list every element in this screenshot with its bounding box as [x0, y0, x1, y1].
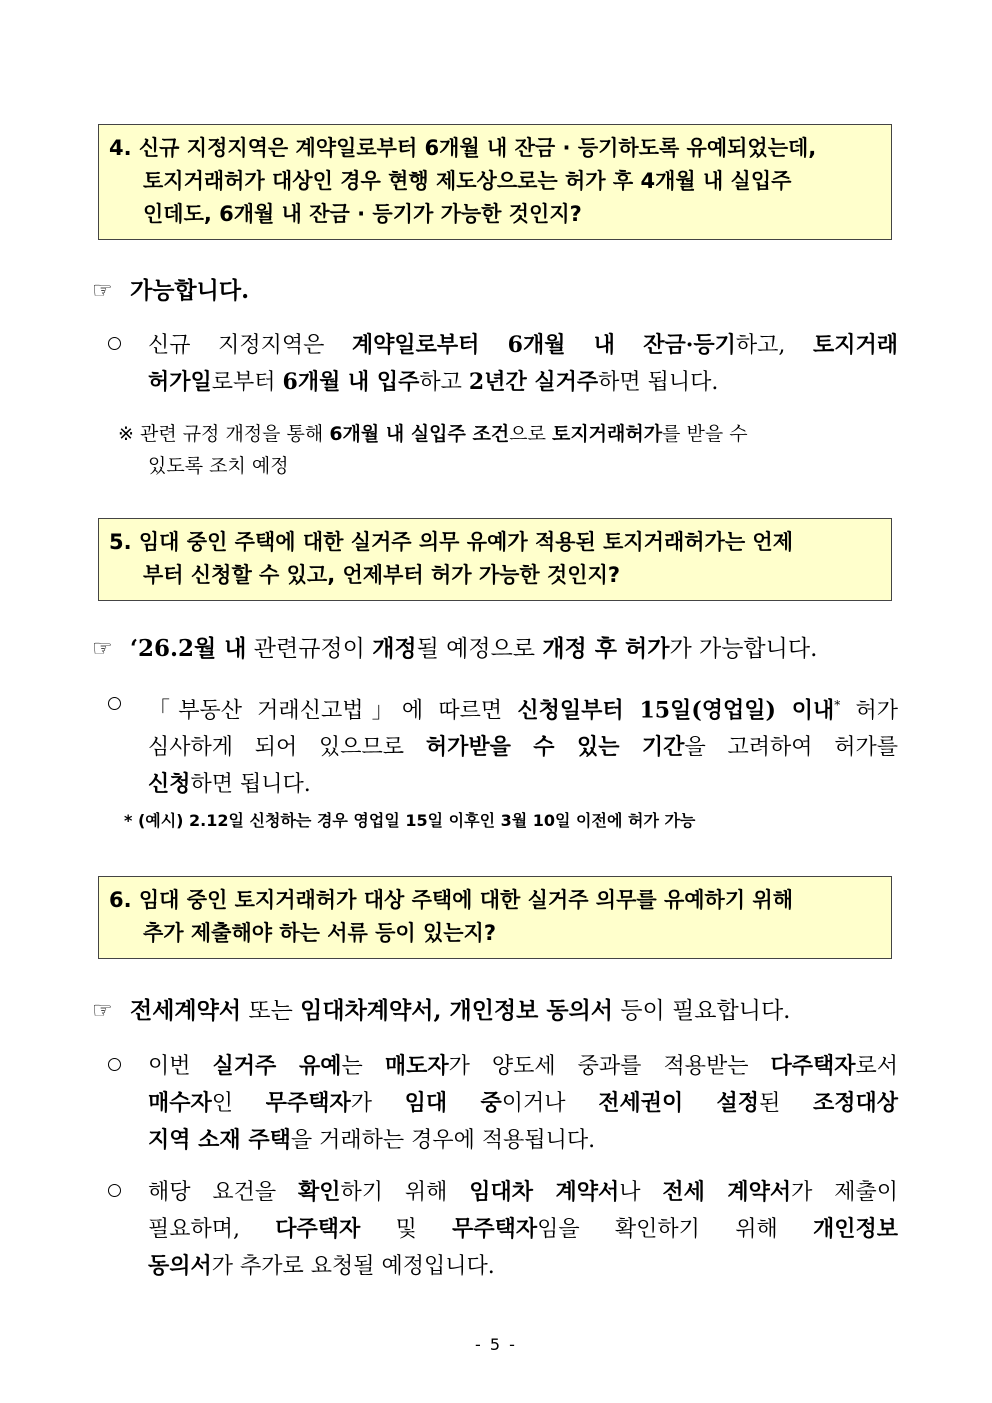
bullet-item: [108, 327, 898, 401]
body-text: 등이 필요합니다.: [613, 998, 791, 1024]
emphasis-text: 전세 계약서: [662, 1179, 792, 1205]
bullet-line: [108, 1248, 898, 1285]
body-text: 가 양도세 중과를 적용받는: [448, 1054, 771, 1079]
reference-note: [118, 418, 898, 482]
emphasis-text: 신청일부터 15일(영업일) 이내: [517, 697, 835, 724]
emphasis-text: 개정: [372, 635, 417, 662]
bullet-line: [108, 1122, 898, 1159]
emphasis-text: 개인정보: [812, 1216, 898, 1242]
emphasis-text: 6개월 내 실입주 조건: [329, 423, 510, 445]
body-text: 하고: [419, 370, 469, 395]
body-text: 이거나: [501, 1091, 599, 1116]
body-text: 또는: [241, 998, 301, 1024]
bullet-circle-icon: [108, 1184, 121, 1197]
emphasis-text: 실거주 유예: [212, 1053, 342, 1079]
body-text: 를 받을 수: [662, 423, 748, 445]
emphasis-text: 임대차 계약서: [469, 1179, 620, 1205]
bullet-line: [108, 687, 898, 729]
emphasis-text: 계약일로부터 6개월 내 잔금·등기: [351, 332, 736, 358]
note-line: [118, 418, 898, 450]
body-text: 관련규정이: [246, 636, 373, 662]
bullet-line: [108, 1211, 898, 1248]
body-text: 가: [350, 1091, 405, 1116]
note-line: 있도록 조치 예정: [148, 455, 289, 477]
body-text: *: [834, 698, 841, 712]
bullet-item: [108, 687, 898, 803]
emphasis-text: 허가받을 수 있는 기간: [425, 734, 685, 761]
body-text: 을 고려하여 허가를: [684, 735, 898, 761]
question-box-4: [98, 124, 892, 240]
body-text: 신규 지정지역은: [148, 333, 352, 358]
body-text: 허가: [840, 698, 898, 724]
emphasis-text: 전세권이 설정: [598, 1090, 760, 1116]
bullet-line: [108, 1085, 898, 1122]
question-line: 부터 신청할 수 있고, 언제부터 허가 가능한 것인지?: [143, 563, 621, 587]
emphasis-text: 매수자: [148, 1090, 212, 1116]
bullet-line: [108, 729, 898, 766]
emphasis-text: 개정 후 허가: [542, 635, 670, 662]
question-line: 추가 제출해야 하는 서류 등이 있는지?: [143, 921, 497, 945]
question-box-5: [98, 518, 892, 601]
emphasis-text: 2년간 실거주: [468, 369, 599, 395]
emphasis-text: 다주택자: [275, 1216, 361, 1242]
body-text: 하면 됩니다.: [598, 370, 719, 395]
emphasis-text: 임대차계약서, 개인정보 동의서: [300, 997, 614, 1024]
body-text: 로서: [855, 1054, 899, 1079]
body-text: 로부터: [211, 370, 283, 395]
body-text: 이번: [148, 1054, 213, 1079]
body-text: 하고,: [735, 333, 813, 358]
bullet-circle-icon: [108, 697, 121, 710]
body-text: 「부동산 거래신고법」에 따르면: [148, 698, 518, 724]
emphasis-text: 토지거래: [812, 332, 898, 358]
body-text: 하면 됩니다.: [190, 772, 311, 798]
page-number: - 5 -: [475, 1335, 517, 1354]
bullet-item: [108, 1174, 898, 1285]
emphasis-text: 다주택자: [770, 1053, 856, 1079]
body-text: 을 거래하는 경우에 적용됩니다.: [290, 1128, 596, 1153]
question-line: 5. 임대 중인 주택에 대한 실거주 의무 유예가 적용된 토지거래허가는 언제: [109, 530, 793, 554]
pointing-hand-icon: ☞: [92, 636, 113, 662]
body-text: 심사하게 되어 있으므로: [148, 735, 426, 761]
bullet-item: [108, 1048, 898, 1159]
emphasis-text: 6개월 내 입주: [282, 369, 420, 395]
emphasis-text: 신청: [148, 771, 191, 798]
body-text: 는: [341, 1054, 385, 1079]
emphasis-text: 매도자: [384, 1053, 449, 1079]
question-line: 토지거래허가 대상인 경우 현행 제도상으로는 허가 후 4개월 내 실입주: [143, 169, 792, 193]
body-text: 인: [211, 1091, 266, 1116]
bullet-line: [108, 1048, 898, 1085]
emphasis-text: 확인: [297, 1179, 341, 1205]
bullet-circle-icon: [108, 337, 121, 350]
body-text: 된: [759, 1091, 813, 1116]
body-text: ※ 관련 규정 개정을 통해: [118, 423, 330, 445]
body-text: 가 제출이: [791, 1180, 898, 1205]
emphasis-text: ‘26.2월 내: [130, 635, 247, 662]
emphasis-text: 전세계약서: [130, 997, 242, 1024]
emphasis-text: 동의서: [148, 1253, 212, 1279]
body-text: 임을 확인하기 위해: [537, 1217, 813, 1242]
answer-text: 가능합니다.: [130, 277, 250, 304]
emphasis-text: 조정대상: [813, 1090, 899, 1116]
body-text: 가 추가로 요청될 예정입니다.: [211, 1254, 495, 1279]
emphasis-text: 무주택자: [452, 1216, 538, 1242]
question-line: 인데도, 6개월 내 잔금 · 등기가 가능한 것인지?: [143, 202, 582, 226]
body-text: 해당 요건을: [148, 1180, 298, 1205]
pointing-hand-icon: ☞: [92, 998, 113, 1024]
body-text: 나: [619, 1180, 663, 1205]
answer-4: [92, 276, 249, 306]
body-text: 으로: [509, 423, 552, 445]
footnote-example: * (예시) 2.12일 신청하는 경우 영업일 15일 이후인 3월 10일 이전에 허가 가능: [124, 811, 696, 830]
emphasis-text: 지역 소재 주택: [148, 1127, 291, 1153]
body-text: 및: [360, 1217, 453, 1242]
answer-5: [92, 634, 817, 664]
bullet-line: [108, 766, 898, 803]
bullet-circle-icon: [108, 1058, 121, 1071]
emphasis-text: 임대 중: [404, 1090, 502, 1116]
body-text: 될 예정으로: [416, 636, 543, 662]
pointing-hand-icon: ☞: [92, 278, 113, 304]
question-line: 6. 임대 중인 토지거래허가 대상 주택에 대한 실거주 의무를 유예하기 위해: [109, 888, 793, 912]
bullet-line: [108, 1174, 898, 1211]
body-text: 필요하며,: [148, 1217, 276, 1242]
emphasis-text: 무주택자: [265, 1090, 351, 1116]
bullet-line: [108, 327, 898, 364]
answer-6: [92, 996, 790, 1026]
emphasis-text: 허가일: [148, 369, 212, 395]
body-text: 가 가능합니다.: [669, 636, 818, 662]
question-line: 4. 신규 지정지역은 계약일로부터 6개월 내 잔금 · 등기하도록 유예되었는데,: [109, 136, 817, 160]
body-text: 하기 위해: [340, 1180, 470, 1205]
emphasis-text: 토지거래허가: [551, 423, 663, 445]
bullet-line: [108, 364, 898, 401]
question-box-6: [98, 876, 892, 959]
